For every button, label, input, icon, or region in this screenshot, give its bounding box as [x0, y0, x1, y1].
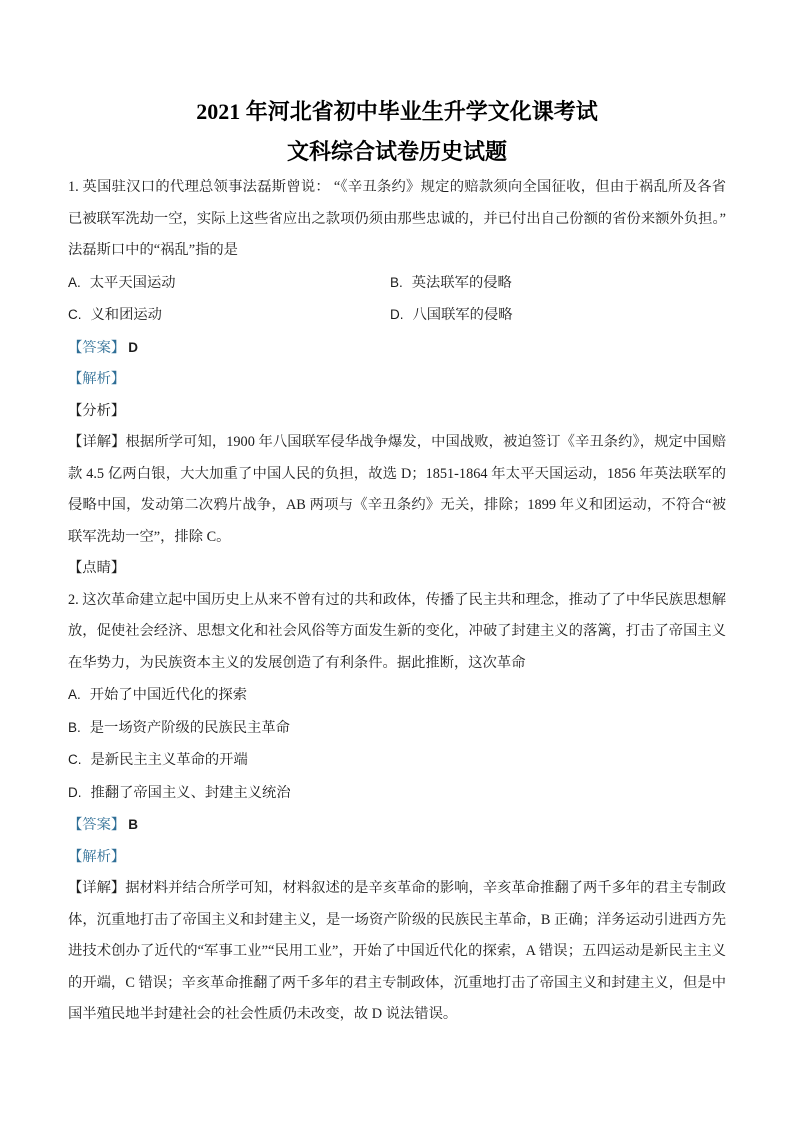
answer-value: B [128, 817, 138, 832]
q2-stem: 2. 这次革命建立起中国历史上从来不曾有过的共和政体，传播了民主共和理念，推动了了中华民族思想解放，促使社会经济、思想文化和社会风俗等方面发生新的变化，冲破了封建主义的落篱，打击了帝国主义在华势力，为民族资本主义的发展创造了有利条件。据此推断，这次革命 [68, 591, 726, 671]
exam-title-line2: 文科综合试卷历史试题 [286, 139, 507, 164]
option-letter-d: D. [68, 784, 82, 800]
option-letter-b: B. [68, 719, 81, 735]
option-letter-c: C. [68, 307, 82, 322]
q1-stem: 1. 英国驻汉口的代理总领事法磊斯曾说： “《辛丑条约》规定的赔款须向全国征收，但由于祸乱所及各省已被联军洗劫一空，实际上这些省应出之款项仍须由那些忠诚的，并已付出自己份额的省份来额外负担。”法磊斯口中的“祸乱”指的是 [68, 179, 726, 258]
answer-value: D [128, 339, 138, 355]
q2-detail: 【详解】据材料并结合所学可知，材料叙述的是辛亥革命的影响，辛亥革命推翻了两千多年的君主专制政体，沉重地打击了帝国主义和封建主义，是一场资产阶级的民族民主革命，B 正确；洋务运动引进西方先进技术创办了近代的“军事工业”“民用工业”，开始了中国近代化的探索，A 错误；五四运动是新民主主义的开端，C 错误；辛亥革命推翻了两千多年的君主专制政体，沉重地打击了帝国主义和封建主义，但是中国半殖民地半封建社会的社会性质仍未改变，故 D 说法错误。 [68, 880, 726, 1022]
option-letter-b: B. [390, 274, 403, 290]
option-text-c: 义和团运动 [90, 307, 162, 323]
q1-detail: 【详解】根据所学可知，1900 年八国联军侵华战争爆发，中国战败，被迫签订《辛丑条约》，规定中国赔款 4.5 亿两白银，大大加重了中国人民的负担，故选 D；1851-1864 年太平天国运动，1856 年英法联军的侵略中国，发动第二次鸦片战争，AB 两项与《辛丑条约》无关，排除；1899 年义和团运动，不符合“被联军洗劫一空”，排除 C。 [68, 434, 726, 545]
option-letter-a: A. [68, 687, 81, 702]
q2-options [68, 679, 726, 809]
option-letter-d: D. [390, 307, 404, 322]
option-text-c: 是新民主主义革命的开端 [90, 752, 248, 768]
option-text-a: 太平天国运动 [89, 274, 176, 291]
q2-option-d [68, 777, 726, 810]
answer-label: 【答案】 [68, 817, 126, 833]
q1-option-d [390, 299, 726, 332]
exam-title-line1: 2021 年河北省初中毕业生升学文化课考试 [196, 99, 598, 124]
q1-option-b [390, 267, 726, 300]
q2-answer-line [68, 809, 726, 842]
q2-option-a [68, 679, 726, 712]
q1-option-c [68, 299, 390, 332]
q2-option-b [68, 712, 726, 745]
option-text-a: 开始了中国近代化的探索 [89, 687, 248, 703]
q2-option-c [68, 744, 726, 777]
option-text-b: 英法联军的侵略 [411, 274, 512, 291]
option-text-d: 推翻了帝国主义、封建主义统治 [90, 784, 291, 801]
answer-label: 【答案】 [68, 339, 126, 356]
option-text-b: 是一场资产阶级的民族民主革命 [89, 719, 290, 736]
q1-jiexi-label: 【解析】 [68, 371, 126, 387]
q1-dianjing-label: 【点睛】 [68, 560, 126, 576]
q1-options [68, 267, 726, 332]
option-letter-c: C. [68, 752, 82, 767]
q1-answer-line [68, 332, 726, 365]
q2-jiexi-label: 【解析】 [68, 848, 126, 865]
option-letter-a: A. [68, 274, 81, 290]
option-text-d: 八国联军的侵略 [412, 307, 513, 323]
q1-option-a [68, 267, 390, 300]
q1-fenxi-label: 【分析】 [68, 402, 126, 419]
